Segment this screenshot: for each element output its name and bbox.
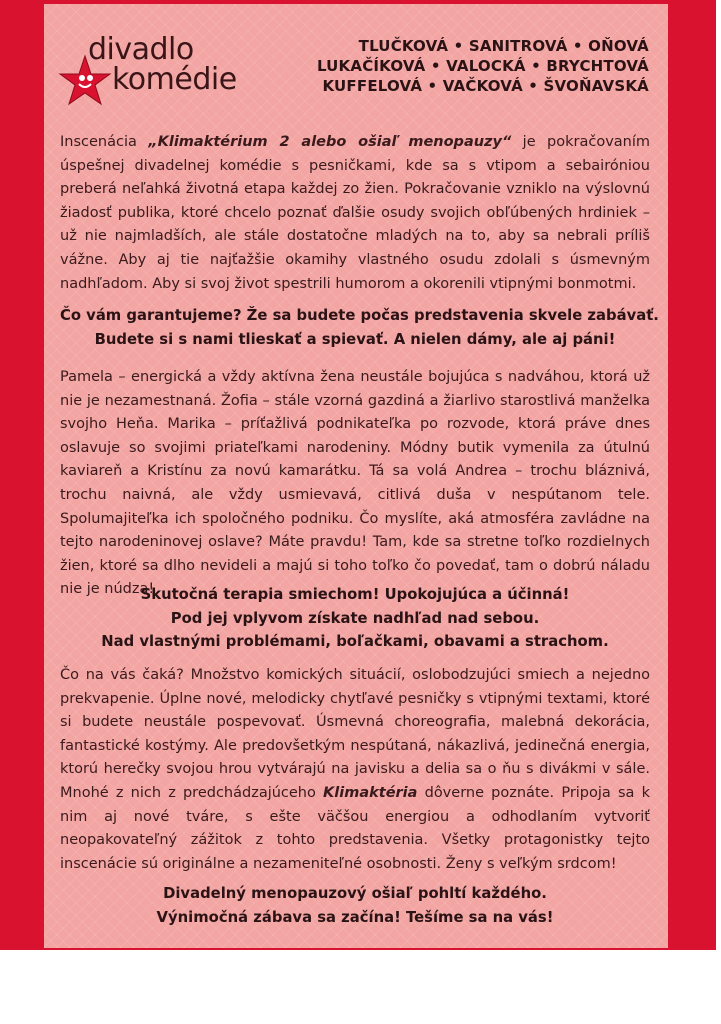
show-description-paragraph <box>60 664 650 876</box>
slogan-line: Pod jej vplyvom získate nadhľad nad sebou. <box>170 609 540 627</box>
intro-text-start: Inscenácia <box>60 134 149 150</box>
cast-line: TLUČKOVÁ • SANITROVÁ • OŇOVÁ <box>358 37 649 55</box>
cast-list <box>317 36 649 96</box>
slogan-line: Výnimočná zábava sa začína! Tešíme sa na vás! <box>156 908 554 926</box>
description-text-start: Čo na vás čaká? Množstvo komických situácií, oslobodzujúci smiech a nejedno prekvapenie. Úplne nové, melodicky chytľavé pesničky s vtipnými textami, ktoré si budete neustále pospevovať. Úsmevná choreografia, malebná dekorácia, fantastické kostýmy. Ale predovšetkým nespútaná, nákazlivá, jedinečná energia, ktorú herečky svojou hrou vytvárajú na javisku a delia sa o ňu s divákmi v sále. Mnohé z nich z predchádzajúceho <box>60 667 650 801</box>
intro-paragraph <box>60 131 650 296</box>
slogan-line: Skutočná terapia smiechom! Upokojujúca a účinná! <box>140 586 570 603</box>
cast-line: KUFFELOVÁ • VAČKOVÁ • ŠVOŇAVSKÁ <box>322 77 649 95</box>
slogan-block-3 <box>60 882 650 929</box>
description-text-rest: dôverne poznáte. Pripoja sa k nim aj nové tváre, s ešte väčšou energiou a odhodlaním vytvoriť neopakovateľný zážitok z tohto predstavenia. Všetky protagonistky tejto inscenácie sú originálne a nezameniteľné osobnosti. Ženy s veľkým srdcom! <box>60 784 650 872</box>
theatre-logo <box>58 32 258 122</box>
play-title: „Klimaktérium 2 alebo ošiaľ menopauzy“ <box>148 134 512 150</box>
previous-play-title: Klimaktéria <box>323 784 418 801</box>
slogan-line: Divadelný menopauzový ošiaľ pohltí každého. <box>163 885 547 902</box>
slogan-block-2 <box>60 583 650 654</box>
slogan-line: Čo vám garantujeme? Že sa budete počas predstavenia skvele zabávať. <box>60 307 659 324</box>
slogan-line: Nad vlastnými problémami, boľačkami, obavami a strachom. <box>101 633 609 650</box>
slogan-block-1 <box>60 304 659 351</box>
cast-line: LUKAČÍKOVÁ • VALOCKÁ • BRYCHTOVÁ <box>316 57 649 75</box>
intro-text-rest: je pokračovaním úspešnej divadelnej komédie s pesničkami, kde sa s vtipom a sebairóniou preberá neľahká životná etapa každej zo žien. Pokračovanie vzniklo na výslovnú žiadosť publika, ktoré chcelo poznať ďalšie osudy svojich obľúbených hrdiniek – už nie najmladších, ale stále dostatočne mladých na to, aby sa nebrali príliš vážne. Aby aj tie najťažšie okamihy vlastného osudu zdolali s úsmevným nadhľadom. Aby si svoj život spestrili humorom a okorenili vtipnými bonmotmi. <box>60 134 650 292</box>
logo-text-line1: divadlo <box>88 32 194 67</box>
characters-paragraph: Pamela – energická a vždy aktívna žena neustále bojujúca s nadváhou, ktorá už nie je nezamestnaná. Žofia – stále vzorná gazdiná a žiarlivo starostlivá manželka svojho Heňa. Marika – príťažlivá podnikateľka po rozvode, ktorá práve dnes oslavuje so svojimi priateľkami narodeniny. Módny butik vymenila za útulnú kaviareň a Kristínu za novú kamarátku. Tá sa volá Andrea – trochu bláznivá, trochu naivná, ale vždy usmievavá, citlivá duša v nespútanom tele. Spolumajiteľka ich spoločného podniku. Čo myslíte, aká atmosféra zavládne na tejto narodeninovej oslave? Máte pravdu! Tam, kde sa stretne toľko rozdielnych žien, ktoré sa dlho nevideli a majú si toho toľko čo povedať, tam o dobrú náladu nie je núdza! <box>60 369 650 598</box>
slogan-line: Budete si s nami tlieskať a spievať. A nielen dámy, ale aj páni! <box>94 330 616 348</box>
logo-text-line2: komédie <box>112 62 237 97</box>
